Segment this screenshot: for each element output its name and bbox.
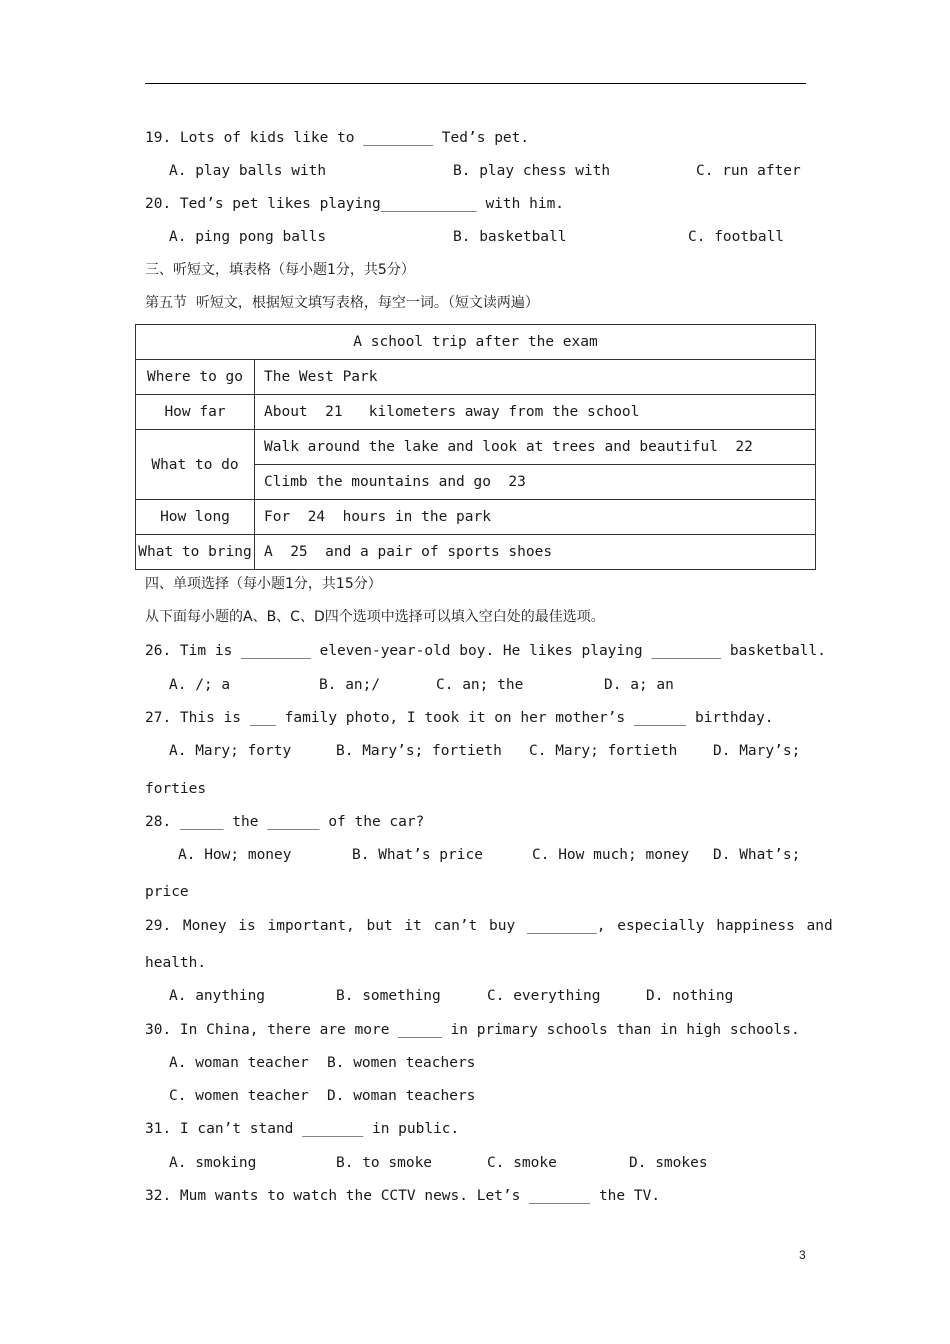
how-far-value: About 21 kilometers away from the school xyxy=(255,395,816,430)
header-rule xyxy=(145,83,806,84)
where-to-go-label: Where to go xyxy=(136,360,255,395)
section4-heading: 四、单项选择（每小题1分，共15分） xyxy=(145,576,382,592)
q26-stem: 26. Tim is ________ eleven-year-old boy. He likes playing ________ basketball. xyxy=(145,643,826,659)
how-long-value: For 24 hours in the park xyxy=(255,500,816,535)
q29-option-c: C. everything xyxy=(487,988,601,1004)
q26-option-c: C. an; the xyxy=(436,677,524,693)
q19-option-b: B. play chess with xyxy=(453,163,611,179)
q19-option-a: A. play balls with xyxy=(169,163,327,179)
q28-option-c: C. How much; money xyxy=(532,847,690,863)
q30-option-c: C. women teacher xyxy=(169,1088,309,1104)
q27-option-c: C. Mary; fortieth xyxy=(529,743,678,759)
q29-stem: 29. Money is important, but it can’t buy ________, especially happiness and xyxy=(145,918,833,934)
q20-option-c: C. football xyxy=(688,229,785,245)
q29-option-d: D. nothing xyxy=(646,988,734,1004)
how-far-label: How far xyxy=(136,395,255,430)
where-to-go-value: The West Park xyxy=(255,360,816,395)
q20-stem: 20. Ted’s pet likes playing___________ with him. xyxy=(145,196,565,212)
q28-option-d: D. What’s; xyxy=(713,847,801,863)
school-trip-table xyxy=(135,324,816,570)
q29-option-a: A. anything xyxy=(169,988,266,1004)
q31-option-a: A. smoking xyxy=(169,1155,257,1171)
q27-option-d: D. Mary’s; xyxy=(713,743,801,759)
section4-instruction: 从下面每小题的A、B、C、D四个选项中选择可以填入空白处的最佳选项。 xyxy=(145,609,605,625)
q29-option-b: B. something xyxy=(336,988,441,1004)
q28-option-b: B. What’s price xyxy=(352,847,483,863)
table-title: A school trip after the exam xyxy=(136,325,816,360)
q32-stem: 32. Mum wants to watch the CCTV news. Let’s _______ the TV. xyxy=(145,1188,661,1204)
q31-option-c: C. smoke xyxy=(487,1155,557,1171)
q26-option-d: D. a; an xyxy=(604,677,674,693)
q31-option-d: D. smokes xyxy=(629,1155,708,1171)
q27-option-d-continued: forties xyxy=(145,781,207,797)
section3-heading: 三、听短文，填表格（每小题1分，共5分） xyxy=(145,262,415,278)
section3-instruction: 第五节 听短文，根据短文填写表格，每空一词。（短文读两遍） xyxy=(145,295,539,311)
q20-option-b: B. basketball xyxy=(453,229,567,245)
q30-option-d: D. woman teachers xyxy=(327,1088,476,1104)
q30-option-a: A. woman teacher xyxy=(169,1055,309,1071)
q20-option-a: A. ping pong balls xyxy=(169,229,327,245)
what-to-do-label: What to do xyxy=(136,430,255,500)
q19-option-c: C. run after xyxy=(696,163,801,179)
q29-stem-continued: health. xyxy=(145,955,207,971)
what-to-do-value-1: Walk around the lake and look at trees and beautiful 22 xyxy=(255,430,816,465)
q31-stem: 31. I can’t stand _______ in public. xyxy=(145,1121,460,1137)
q27-stem: 27. This is ___ family photo, I took it on her mother’s ______ birthday. xyxy=(145,710,774,726)
page-number: 3 xyxy=(799,1248,806,1262)
q27-option-b: B. Mary’s; fortieth xyxy=(336,743,502,759)
q31-option-b: B. to smoke xyxy=(336,1155,433,1171)
what-to-bring-label: What to bring xyxy=(136,535,255,570)
q28-stem: 28. _____ the ______ of the car? xyxy=(145,814,425,830)
q30-stem: 30. In China, there are more _____ in primary schools than in high schools. xyxy=(145,1022,800,1038)
q28-option-d-continued: price xyxy=(145,884,189,900)
q27-option-a: A. Mary; forty xyxy=(169,743,292,759)
q30-option-b: B. women teachers xyxy=(327,1055,476,1071)
q26-option-a: A. /; a xyxy=(169,677,231,693)
what-to-do-value-2: Climb the mountains and go 23 xyxy=(255,465,816,500)
q19-stem: 19. Lots of kids like to ________ Ted’s pet. xyxy=(145,130,530,146)
what-to-bring-value: A 25 and a pair of sports shoes xyxy=(255,535,816,570)
q26-option-b: B. an;/ xyxy=(319,677,381,693)
q28-option-a: A. How; money xyxy=(178,847,292,863)
how-long-label: How long xyxy=(136,500,255,535)
